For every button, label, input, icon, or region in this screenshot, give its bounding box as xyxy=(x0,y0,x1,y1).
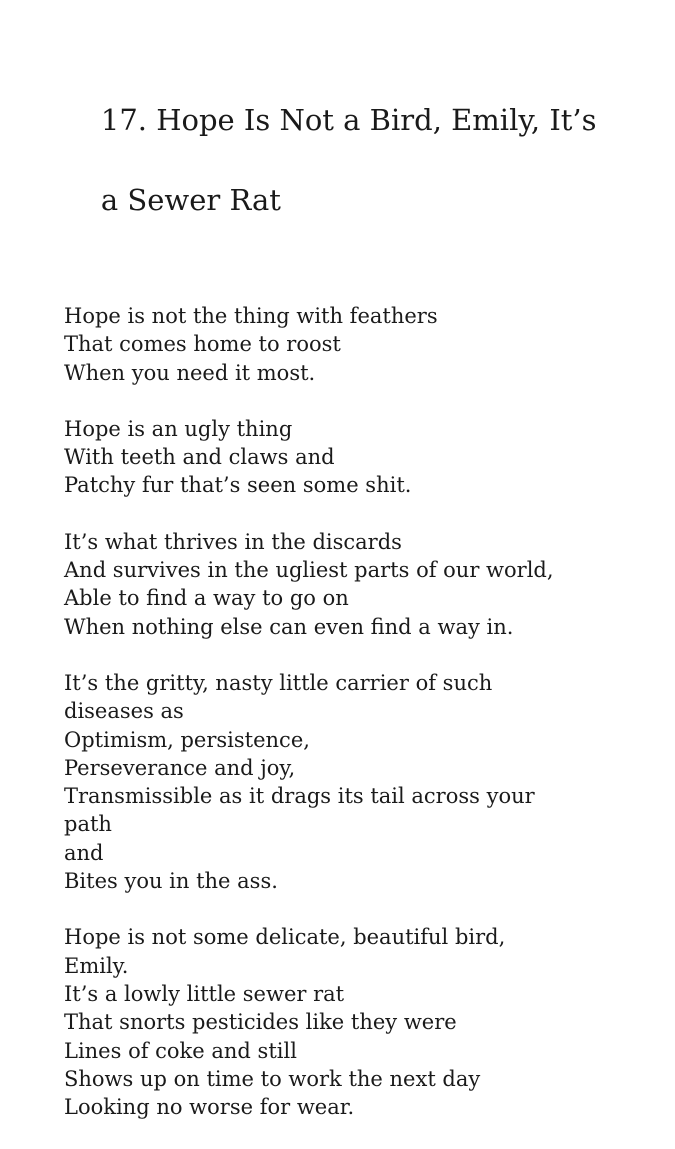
poem-page xyxy=(64,60,664,1149)
poem-line: When you need it most. xyxy=(64,360,316,385)
stanza-1 xyxy=(64,302,664,387)
poem-line: Shows up on time to work the next day xyxy=(64,1066,481,1091)
poem-line: and xyxy=(64,840,104,865)
poem-line: Bites you in the ass. xyxy=(64,869,278,894)
poem-line: And survives in the ugliest parts of our world, xyxy=(64,558,554,583)
poem-title-line: a Sewer Rat xyxy=(100,183,281,217)
poem-body xyxy=(64,302,664,1121)
poem-line: It’s what thrives in the discards xyxy=(64,529,402,554)
poem-line: Transmissible as it drags its tail across your xyxy=(64,784,535,809)
poem-line: Looking no worse for wear. xyxy=(64,1095,355,1120)
stanza-5 xyxy=(64,923,664,1121)
poem-line: Patchy fur that’s seen some shit. xyxy=(64,473,412,498)
poem-line: Hope is an ugly thing xyxy=(64,416,293,441)
poem-line: It’s the gritty, nasty little carrier of such xyxy=(64,670,493,695)
stanza-4 xyxy=(64,669,664,895)
poem-title-line: 17. Hope Is Not a Bird, Emily, It’s xyxy=(100,103,597,137)
poem-line: That comes home to roost xyxy=(64,332,341,357)
poem-line: path xyxy=(64,812,112,837)
poem-line: With teeth and claws and xyxy=(64,445,335,470)
poem-title xyxy=(64,60,664,260)
stanza-2 xyxy=(64,415,664,500)
stanza-3 xyxy=(64,528,664,641)
poem-line: Optimism, persistence, xyxy=(64,727,310,752)
poem-line: diseases as xyxy=(64,699,184,724)
poem-line: That snorts pesticides like they were xyxy=(64,1010,457,1035)
poem-line: When nothing else can even find a way in. xyxy=(64,614,514,639)
poem-line: Able to find a way to go on xyxy=(64,586,349,611)
poem-line: Emily. xyxy=(64,953,129,978)
poem-line: Lines of coke and still xyxy=(64,1038,297,1063)
poem-line: Hope is not some delicate, beautiful bird, xyxy=(64,925,506,950)
poem-line: Hope is not the thing with feathers xyxy=(64,304,438,328)
poem-line: It’s a lowly little sewer rat xyxy=(64,981,345,1006)
poem-line: Perseverance and joy, xyxy=(64,755,296,780)
